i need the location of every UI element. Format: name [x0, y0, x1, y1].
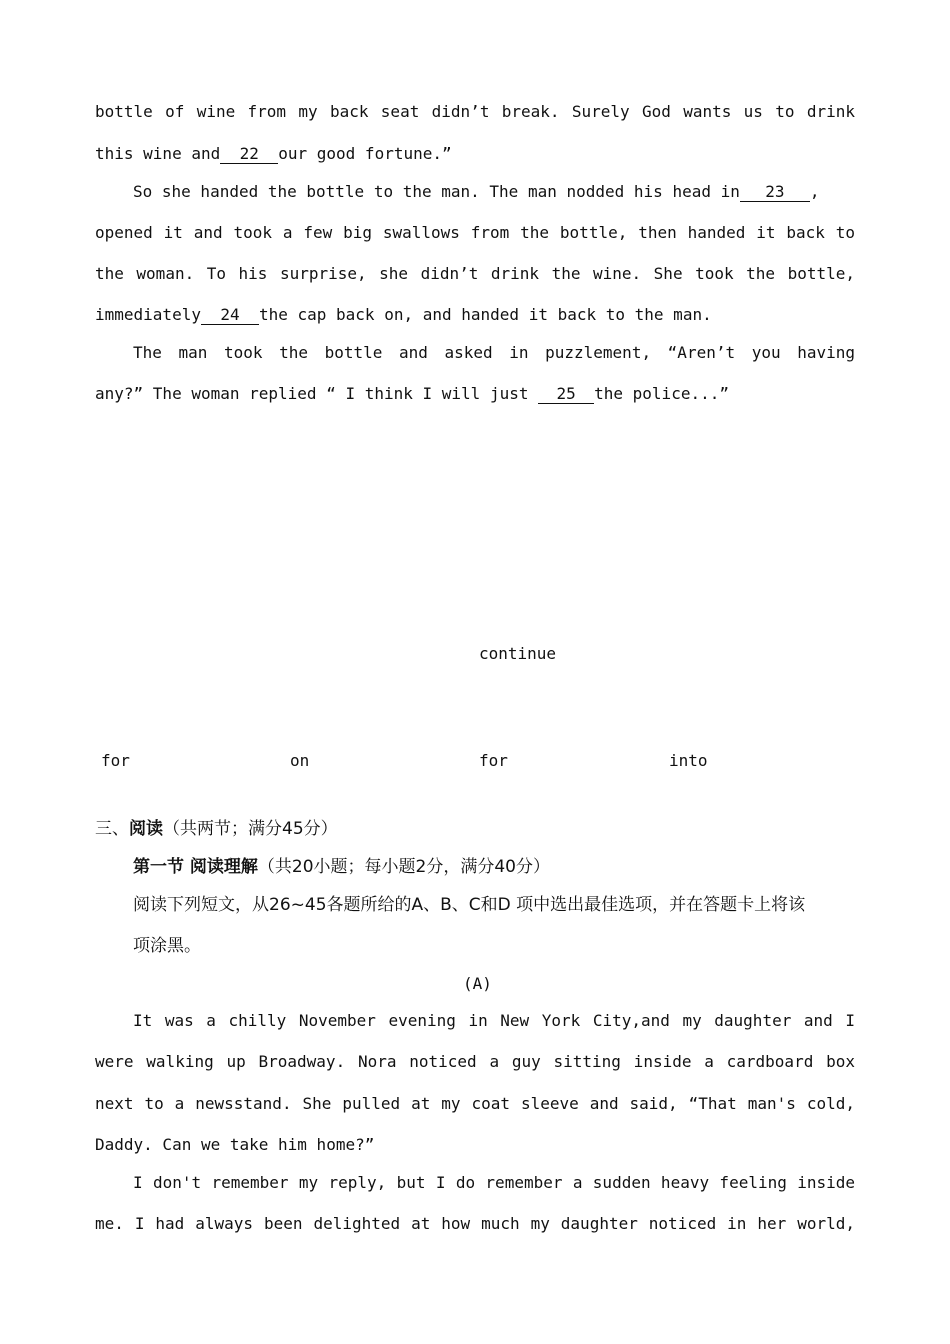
passage-line: Daddy. Can we take him home?” [95, 1135, 375, 1154]
stray-word: for [479, 751, 508, 770]
passage-text: any?” The woman replied “ I think I will just [95, 384, 529, 403]
passage-line [95, 383, 855, 405]
section-number: 三、 [95, 819, 129, 839]
section-note: （共两节；满分45分） [163, 819, 338, 839]
passage-line: bottle of wine from my back seat didn’t break. Surely God wants us to drink [95, 102, 855, 121]
subsection-note: （共20小题；每小题2分，满分40分） [257, 857, 551, 877]
passage-line: next to a newsstand. She pulled at my coat sleeve and said, “That man's cold, [95, 1094, 855, 1113]
passage-line [133, 181, 855, 203]
cloze-blank-23: 23 [740, 183, 810, 202]
passage-line [95, 143, 855, 165]
cloze-blank-24: 24 [201, 306, 259, 325]
passage-line: opened it and took a few big swallows from the bottle, then handed it back to [95, 223, 855, 242]
stray-word: into [669, 751, 708, 770]
passage-line [95, 304, 855, 326]
passage-line: the woman. To his surprise, she didn’t drink the wine. She took the bottle, [95, 264, 855, 283]
passage-line: It was a chilly November evening in New York City,and my daughter and I [133, 1011, 855, 1030]
passage-line: me. I had always been delighted at how much my daughter noticed in her world, [95, 1214, 855, 1233]
stray-word: on [290, 751, 310, 770]
stray-word-continue: continue [479, 644, 557, 663]
passage-label: (A) [463, 974, 492, 993]
subsection-title: 第一节 阅读理解 [133, 857, 258, 877]
passage-text: the police...” [594, 384, 729, 403]
cloze-blank-25: 25 [538, 385, 594, 404]
cloze-blank-22: 22 [220, 145, 278, 164]
section-heading [95, 818, 855, 840]
passage-text: our good fortune.” [278, 144, 452, 163]
stray-word: for [101, 751, 130, 770]
subsection-heading [133, 856, 855, 878]
passage-line: were walking up Broadway. Nora noticed a guy sitting inside a cardboard box [95, 1052, 855, 1071]
passage-text: immediately [95, 305, 201, 324]
passage-line: The man took the bottle and asked in puzzlement, “Aren’t you having [133, 343, 855, 362]
instructions-line: 项涂黑。 [133, 936, 201, 956]
passage-text: the cap back on, and handed it back to the man. [258, 305, 712, 324]
passage-text: So she handed the bottle to the man. The man nodded his head in [133, 182, 740, 201]
passage-line: I don't remember my reply, but I do remember a sudden heavy feeling inside [133, 1173, 855, 1192]
passage-text: this wine and [95, 144, 221, 163]
passage-text: , [809, 182, 820, 201]
instructions-line: 阅读下列短文，从26~45各题所给的A、B、C和D 项中选出最佳选项，并在答题卡上将该 [133, 895, 806, 915]
section-title: 阅读 [129, 819, 163, 839]
